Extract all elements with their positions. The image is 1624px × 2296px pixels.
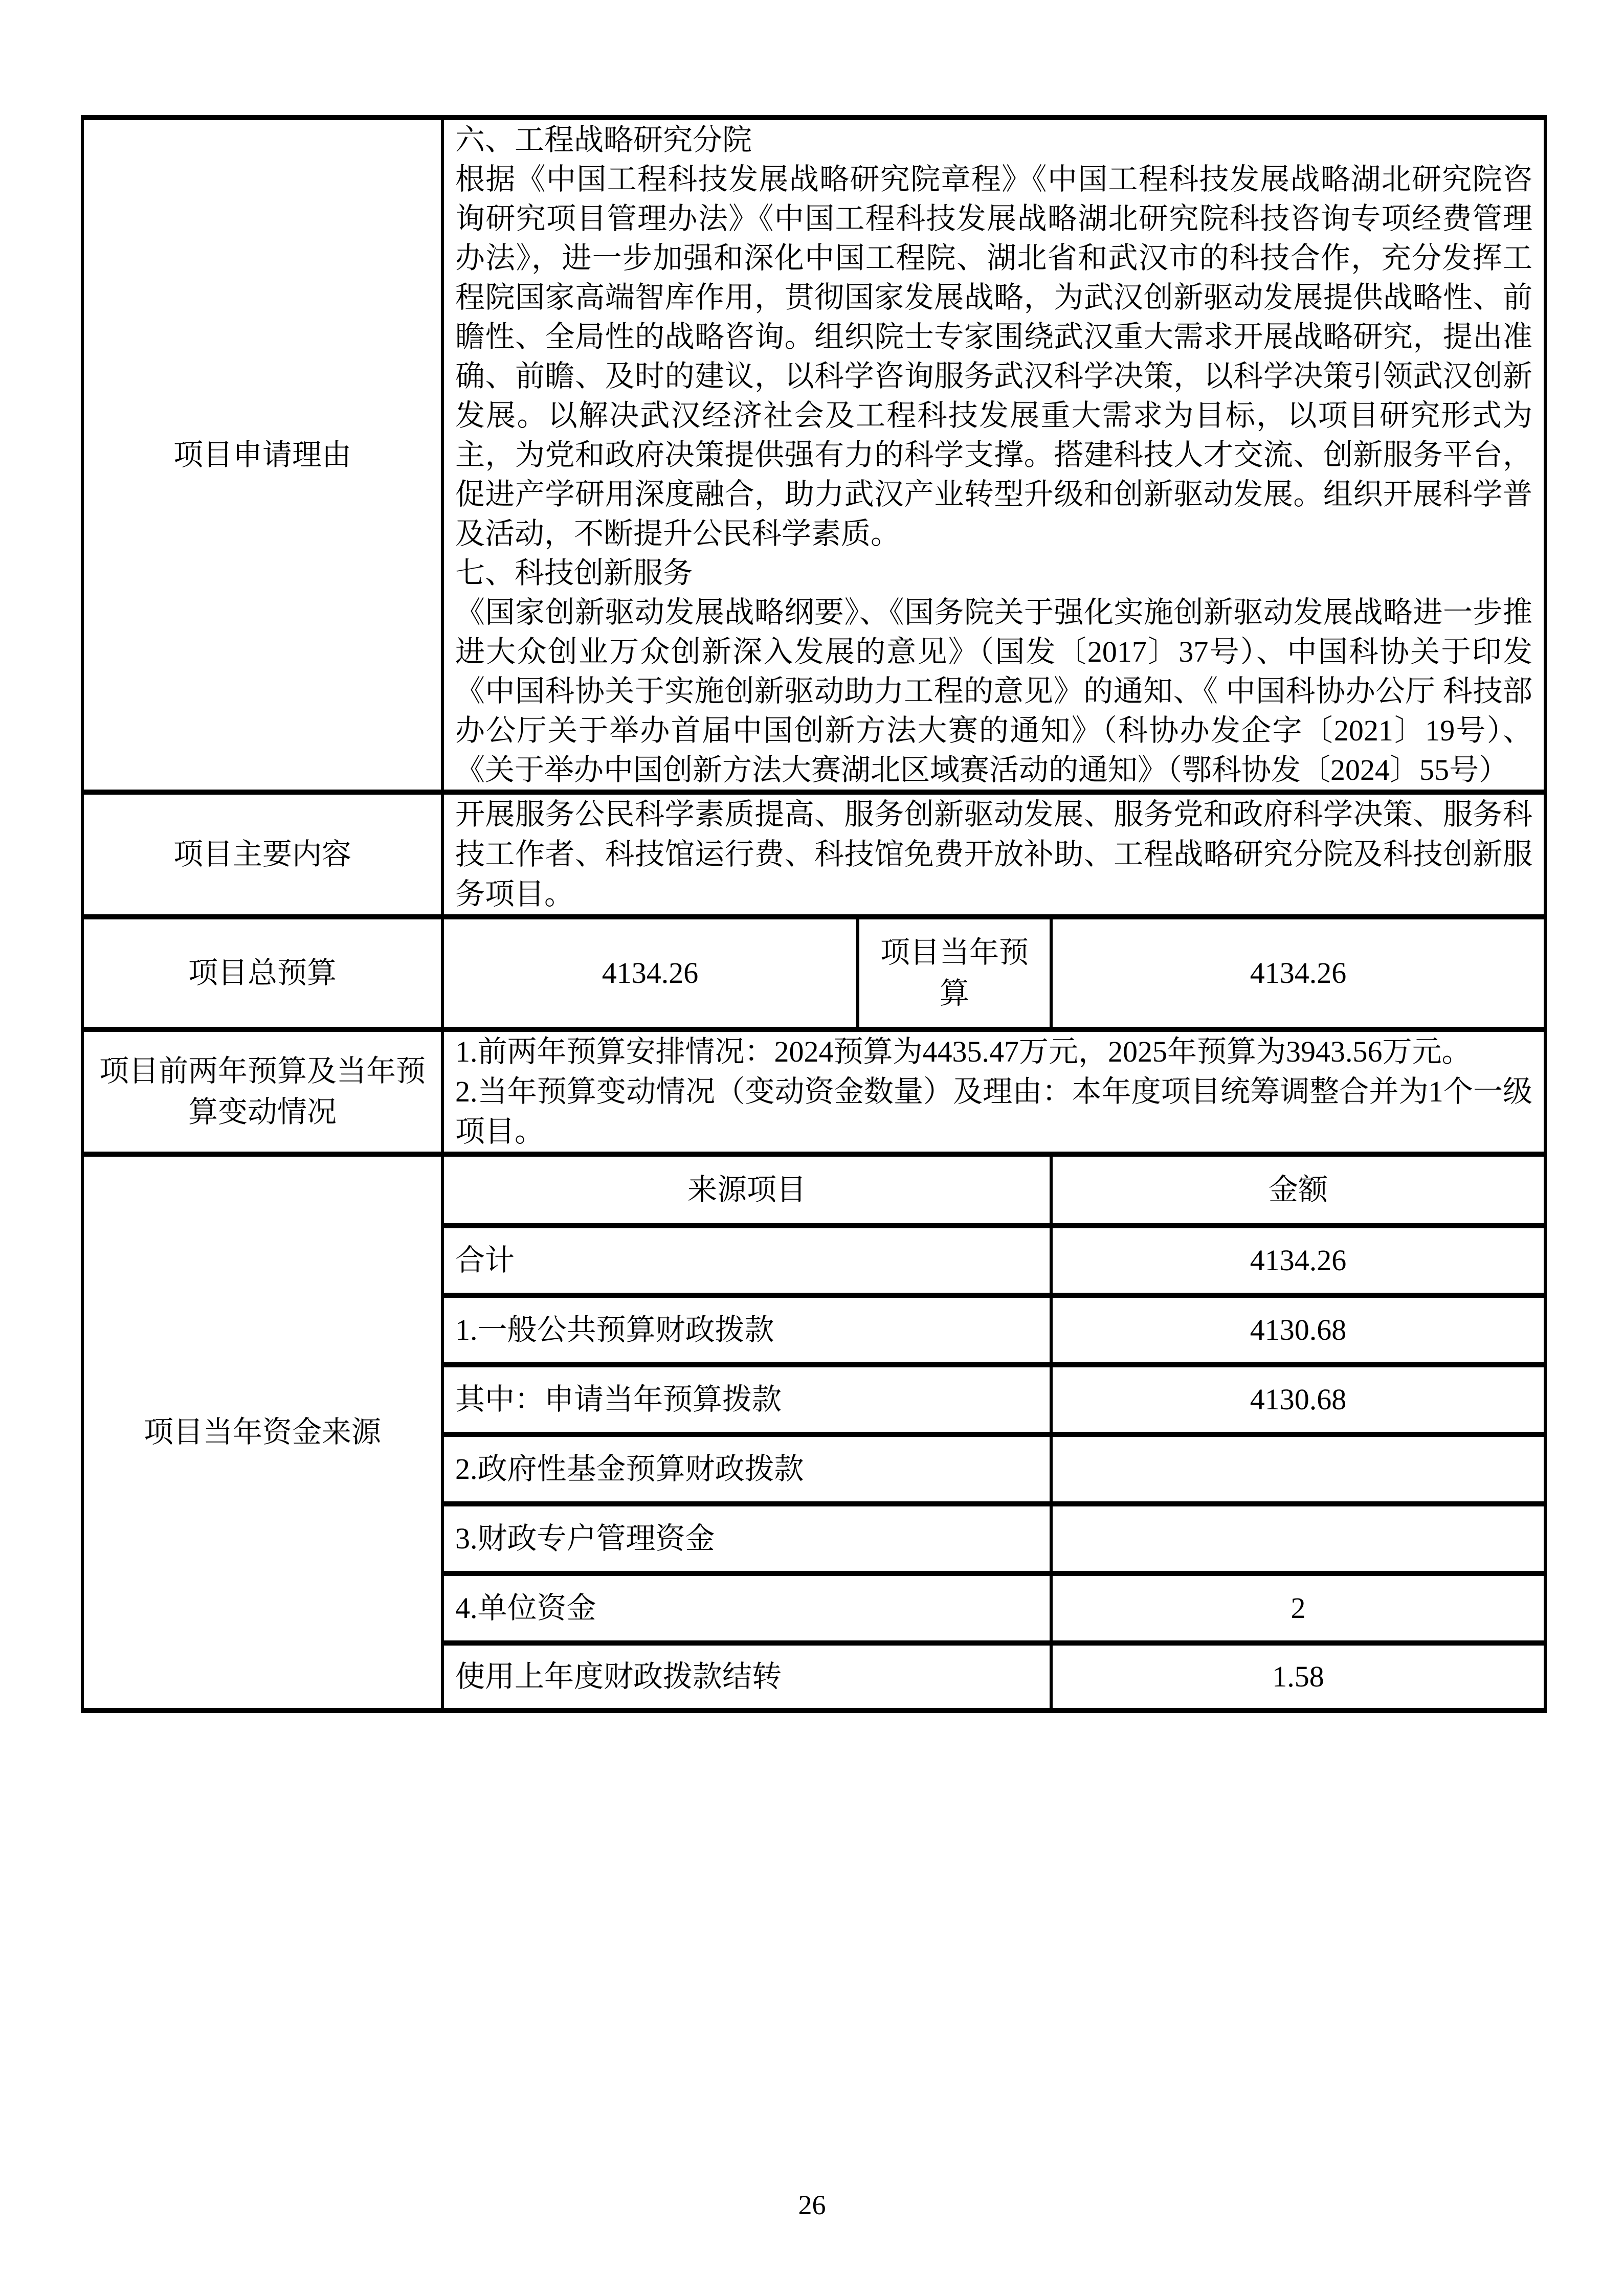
main-content-label: 项目主要内容 [82, 792, 442, 917]
funding-amount: 1.58 [1051, 1643, 1545, 1710]
application-reason-content [442, 118, 1545, 792]
funding-header-amount: 金额 [1051, 1154, 1545, 1226]
page-number: 26 [798, 2190, 826, 2220]
funding-source: 4.单位资金 [442, 1573, 1051, 1643]
funding-amount: 4130.68 [1051, 1295, 1545, 1365]
row-budget [82, 917, 1545, 1029]
reason-paragraph: 七、科技创新服务 [455, 556, 693, 590]
funding-header-source: 来源项目 [442, 1154, 1051, 1226]
current-budget-label: 项目当年预算 [858, 917, 1051, 1029]
current-budget-value: 4134.26 [1051, 917, 1545, 1029]
application-reason-label: 项目申请理由 [82, 118, 442, 792]
reason-paragraph: 根据《中国工程科技发展战略研究院章程》《中国工程科技发展战略湖北研究院咨询研究项目管理办法》《中国工程科技发展战略湖北研究院科技咨询专项经费管理办法》，进一步加强和深化中国工程院、湖北省和武汉市的科技合作，充分发挥工程院国家高端智库作用，贯彻国家发展战略，为武汉创新驱动发展提供战略性、前瞻性、全局性的战略咨询。组织院士专家围绕武汉重大需求开展战略研究，提出准确、前瞻、及时的建议，以科学咨询服务武汉科学决策，以科学决策引领武汉创新发展。以解决武汉经济社会及工程科技发展重大需求为目标，以项目研究形式为主，为党和政府决策提供强有力的科学支撑。搭建科技人才交流、创新服务平台，促进产学研用深度融合，助力武汉产业转型升级和创新驱动发展。组织开展科学普及活动，不断提升公民科学素质。 [455, 163, 1532, 550]
project-budget-table [81, 115, 1547, 1713]
funding-source: 3.财政专户管理资金 [442, 1504, 1051, 1573]
prior-budget-item: 2.当年预算变动情况（变动资金数量）及理由：本年度项目统筹调整合并为1个一级项目。 [455, 1075, 1532, 1148]
row-application-reason [82, 118, 1545, 792]
row-prior-budget [82, 1029, 1545, 1154]
funding-amount: 4134.26 [1051, 1226, 1545, 1295]
reason-paragraph: 《国家创新驱动发展战略纲要》、《国务院关于强化实施创新驱动发展战略进一步推进大众创业万众创新深入发展的意见》（国发〔2017〕37号）、中国科协关于印发《中国科协关于实施创新驱动助力工程的意见》的通知、《 中国科协办公厅 科技部办公厅关于举办首届中国创新方法大赛的通知》（科协办发企字〔2021〕19号）、《关于举办中国创新方法大赛湖北区域赛活动的通知》（鄂科协发〔2024〕55号） [455, 596, 1532, 786]
funding-label: 项目当年资金来源 [82, 1154, 442, 1710]
prior-budget-content [442, 1029, 1545, 1154]
row-funding-header [82, 1154, 1545, 1226]
total-budget-value: 4134.26 [442, 917, 858, 1029]
reason-paragraph: 六、工程战略研究分院 [455, 123, 752, 156]
funding-amount: 4130.68 [1051, 1365, 1545, 1434]
prior-budget-label: 项目前两年预算及当年预算变动情况 [82, 1029, 442, 1154]
total-budget-label: 项目总预算 [82, 917, 442, 1029]
funding-source: 合计 [442, 1226, 1051, 1295]
funding-source: 2.政府性基金预算财政拨款 [442, 1434, 1051, 1504]
prior-budget-item: 1.前两年预算安排情况：2024预算为4435.47万元，2025年预算为3943.56万元。 [455, 1035, 1472, 1068]
funding-source: 使用上年度财政拨款结转 [442, 1643, 1051, 1710]
funding-amount [1051, 1504, 1545, 1573]
funding-amount [1051, 1434, 1545, 1504]
funding-amount: 2 [1051, 1573, 1545, 1643]
funding-source: 其中：申请当年预算拨款 [442, 1365, 1051, 1434]
row-main-content [82, 792, 1545, 917]
main-content-text: 开展服务公民科学素质提高、服务创新驱动发展、服务党和政府科学决策、服务科技工作者、科技馆运行费、科技馆免费开放补助、工程战略研究分院及科技创新服务项目。 [442, 792, 1545, 917]
funding-source: 1.一般公共预算财政拨款 [442, 1295, 1051, 1365]
